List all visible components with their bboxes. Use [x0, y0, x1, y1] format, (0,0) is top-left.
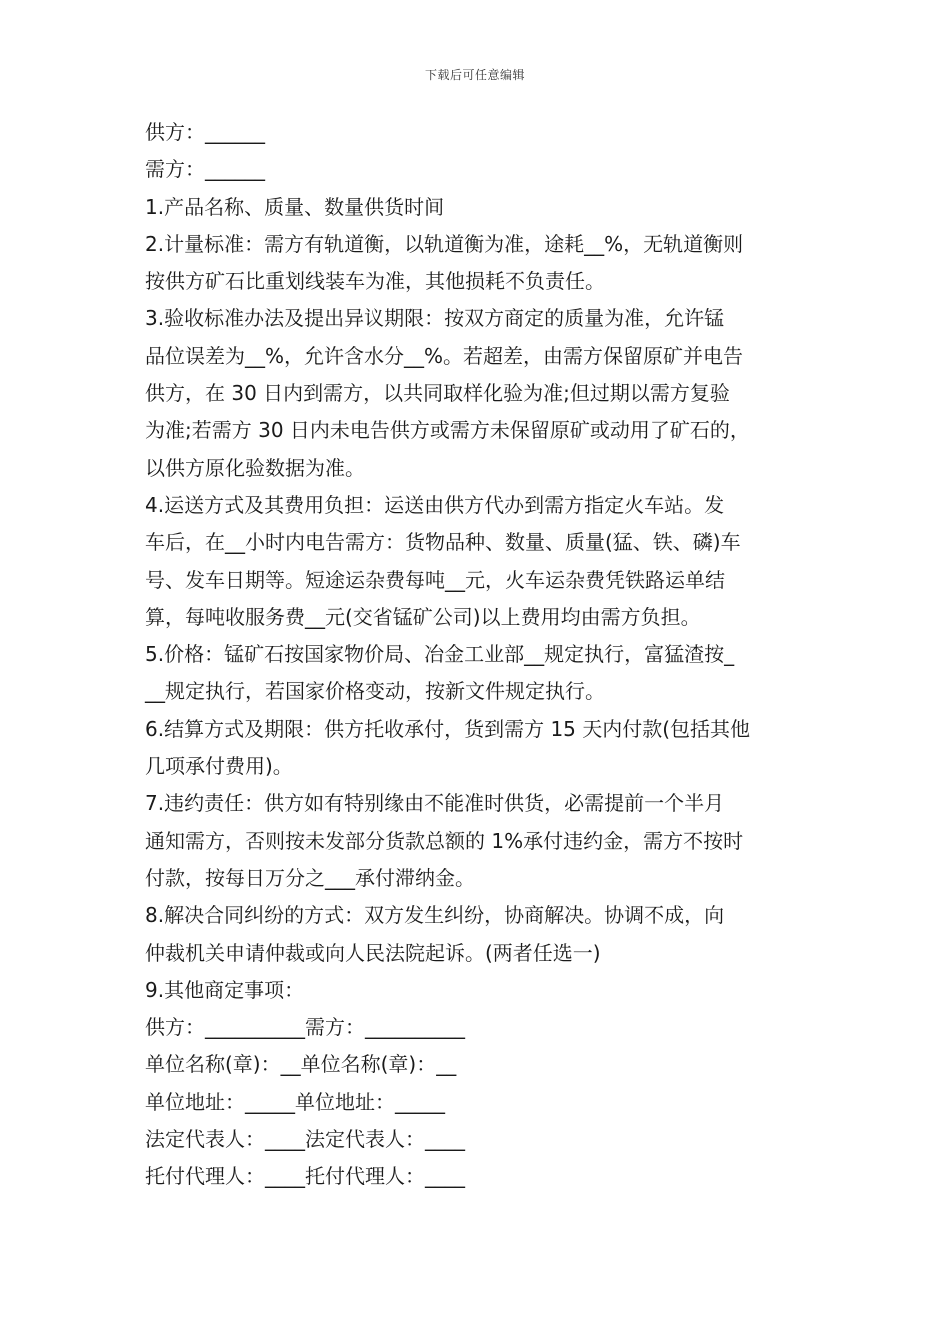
clause-2-line-1: 2.计量标准：需方有轨道衡，以轨道衡为准，途耗__%，无轨道衡则	[145, 231, 744, 256]
clause-2-line-2: 按供方矿石比重划线装车为准，其他损耗不负责任。	[145, 269, 605, 294]
contract-body	[145, 114, 810, 1196]
page-header-note: 下载后可任意编辑	[424, 68, 525, 82]
signature-legal-representative: 法定代表人：____法定代表人：____	[145, 1127, 465, 1152]
clause-4-line-2: 车后，在__小时内电告需方：货物品种、数量、质量(猛、铁、磷)车	[145, 530, 741, 555]
clause-3-line-1: 3.验收标准办法及提出异议期限：按双方商定的质量为准，允许锰	[145, 306, 725, 331]
supplier-line: 供方：______	[145, 120, 265, 144]
clause-5-line-1: 5.价格：锰矿石按国家物价局、冶金工业部__规定执行，富猛渣按_	[145, 642, 735, 667]
signature-parties: 供方：__________需方：__________	[145, 1015, 465, 1040]
clause-8-line-1: 8.解决合同纠纷的方式：双方发生纠纷，协商解决。协调不成，向	[145, 903, 725, 928]
clause-9: 9.其他商定事项：	[145, 977, 305, 1002]
clause-4-line-3: 号、发车日期等。短途运杂费每吨__元，火车运杂费凭铁路运单结	[145, 567, 725, 592]
clause-8-line-2: 仲裁机关申请仲裁或向人民法院起诉。(两者任选一)	[145, 940, 601, 965]
clause-6-line-2: 几项承付费用)。	[145, 754, 293, 779]
signature-authorized-agent: 托付代理人：____托付代理人：____	[145, 1164, 465, 1189]
clause-3-line-3: 供方，在 30 日内到需方，以共同取样化验为准;但过期以需方复验	[145, 381, 730, 406]
clause-6-line-1: 6.结算方式及期限：供方托收承付，货到需方 15 天内付款(包括其他	[145, 716, 751, 741]
clause-4-line-1: 4.运送方式及其费用负担：运送由供方代办到需方指定火车站。发	[145, 492, 725, 517]
buyer-line: 需方：______	[145, 157, 265, 182]
clause-3-line-4: 为准;若需方 30 日内未电告供方或需方未保留原矿或动用了矿石的，	[145, 418, 750, 443]
signature-unit-address: 单位地址：_____单位地址：_____	[145, 1089, 445, 1114]
clause-3-line-2: 品位误差为__%，允许含水分__%。若超差，由需方保留原矿并电告	[145, 343, 744, 368]
signature-unit-name: 单位名称(章)：__单位名称(章)：__	[145, 1052, 457, 1077]
clause-5-line-2: __规定执行，若国家价格变动，按新文件规定执行。	[145, 679, 605, 704]
clause-7-line-3: 付款，按每日万分之___承付滞纳金。	[145, 865, 475, 890]
clause-3-line-5: 以供方原化验数据为准。	[145, 455, 365, 480]
clause-4-line-4: 算，每吨收服务费__元(交省锰矿公司)以上费用均由需方负担。	[145, 604, 701, 629]
clause-1: 1.产品名称、质量、数量供货时间	[145, 194, 445, 219]
clause-7-line-2: 通知需方，否则按未发部分货款总额的 1%承付违约金，需方不按时	[145, 828, 744, 853]
clause-7-line-1: 7.违约责任：供方如有特别缘由不能准时供货，必需提前一个半月	[145, 791, 725, 816]
